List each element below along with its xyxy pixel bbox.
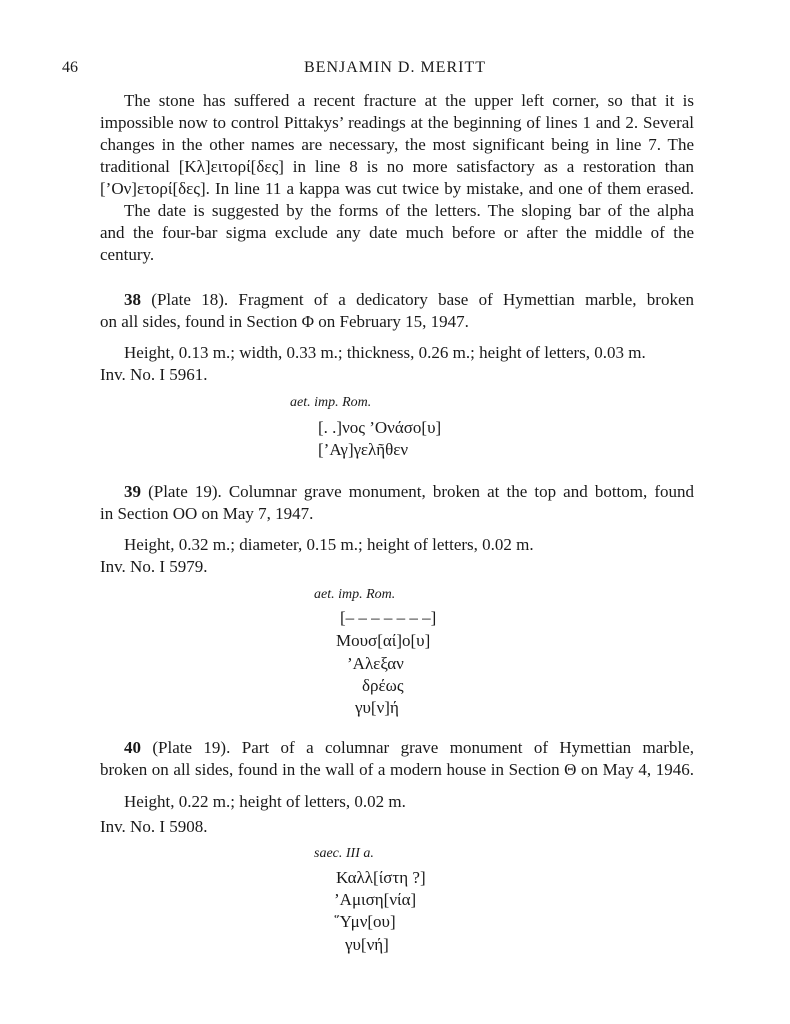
text-line: and the four-bar sigma exclude any date much before or after the middle of the (100, 223, 694, 242)
inscription-line: [– – – – – – –] (340, 608, 437, 627)
entry-description: (Plate 19). Part of a columnar grave monument of Hymettian marble, (152, 738, 694, 757)
entry-description: on all sides, found in Section Φ on February 15, 1947. (100, 312, 469, 331)
text-line: [’Ον]ετορί[δες]. In line 11 a kappa was cut twice by mistake, and one of them erased. (100, 179, 694, 198)
entry-number: 39 (124, 482, 141, 501)
inventory-number: Inv. No. I 5979. (100, 557, 208, 576)
dimensions: Height, 0.32 m.; diameter, 0.15 m.; height of letters, 0.02 m. (124, 535, 534, 554)
inscription-line: ῞Υμν[ου] (334, 912, 396, 931)
inscription-line: [’Αγ]γελῆθεν (318, 440, 409, 459)
inventory-number: Inv. No. I 5961. (100, 365, 208, 384)
text-line: The stone has suffered a recent fracture at the upper left corner, so that it is (124, 91, 694, 110)
entry-description: broken on all sides, found in the wall of a modern house in Section Θ on May 4, 1946. (100, 760, 694, 779)
text-line: impossible now to control Pittakys’ readings at the beginning of lines 1 and 2. Several (100, 113, 694, 132)
text-line: changes in the other names are necessary, the most significant being in line 7. The (100, 135, 694, 154)
date-label: saec. III a. (314, 846, 374, 861)
entry-description: (Plate 18). Fragment of a dedicatory base of Hymettian marble, broken (151, 290, 695, 309)
inscription-line: Καλλ[ίστη ?] (336, 868, 426, 887)
entry-heading (100, 737, 694, 759)
dimensions: Height, 0.13 m.; width, 0.33 m.; thickness, 0.26 m.; height of letters, 0.03 m. (124, 343, 646, 362)
inscription-line: ’Αμιση[νία] (334, 890, 417, 909)
text-line: traditional [Κλ]ειτορί[δες] in line 8 is no more satisfactory as a restoration than (100, 157, 694, 176)
text-line: The date is suggested by the forms of the letters. The sloping bar of the alpha (124, 201, 694, 220)
dimensions: Height, 0.22 m.; height of letters, 0.02 m. (124, 792, 406, 811)
entry-heading (100, 481, 694, 503)
date-label: aet. imp. Rom. (290, 395, 372, 410)
entry-number: 40 (124, 738, 141, 757)
inventory-number: Inv. No. I 5908. (100, 817, 208, 836)
inscription-line: γυ[ν]ή (355, 698, 399, 717)
date-label: aet. imp. Rom. (314, 587, 396, 602)
inscription-line: γυ[νή] (345, 935, 389, 954)
page-number: 46 (62, 59, 78, 76)
entry-number: 38 (124, 290, 141, 309)
inscription-line: [. .]νος ’Ονάσο[υ] (318, 418, 442, 437)
inscription-line: ’Αλεξαν (347, 654, 404, 673)
entry-description: (Plate 19). Columnar grave monument, broken at the top and bottom, found (148, 482, 694, 501)
running-head: BENJAMIN D. MERITT (304, 59, 486, 76)
inscription-line: Μουσ[αί]ο[υ] (336, 631, 431, 650)
entry-heading (100, 289, 694, 311)
inscription-line: δρέως (362, 676, 404, 695)
text-line: century. (100, 245, 155, 264)
entry-description: in Section ΟΟ on May 7, 1947. (100, 504, 314, 523)
